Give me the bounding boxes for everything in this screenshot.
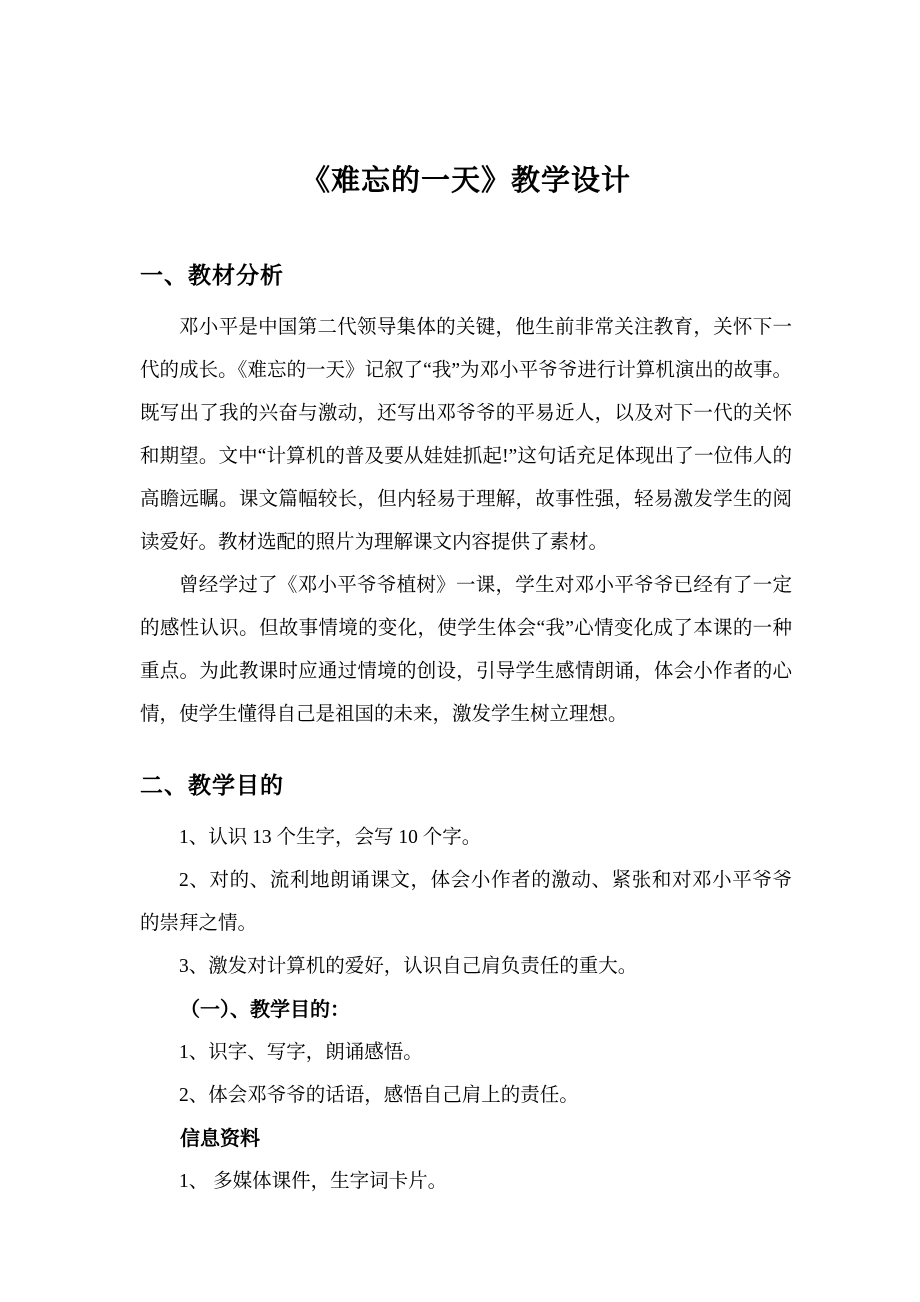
sub-item-3: 1、 多媒体课件，生字词卡片。 [179, 1171, 448, 1193]
goal-item-2: 2、对的、流利地朗诵课文，体会小作者的激动、紧张和对邓小平爷爷的崇拜之情。 [140, 870, 792, 935]
analysis-paragraph-1: 邓小平是中国第二代领导集体的关键，他生前非常关注教育，关怀下一代的成长。《难忘的一天》记叙了“我”为邓小平爷爷进行计算机演出的故事。既写出了我的兴奋与激动，还写出邓爷爷的平易近人，以及对下一代的关怀和期望。文中“计算机的普及要从娃娃抓起!”这句话充足体现出了一位伟人的高瞻远瞩。课文篇幅较长，但内轻易于理解，故事性强，轻易激发学生的阅读爱好。教材选配的照片为理解课文内容提供了素材。 [140, 316, 792, 553]
sub-item-1: 1、识字、写字，朗诵感悟。 [179, 1042, 423, 1064]
section-heading-teaching-goals: 二、教学目的 [140, 772, 284, 799]
sub-item-2: 2、体会邓爷爷的话语，感悟自己肩上的责任。 [179, 1085, 579, 1107]
analysis-paragraph-2: 曾经学过了《邓小平爷爷植树》一课，学生对邓小平爷爷已经有了一定的感性认识。但故事情境的变化，使学生体会“我”心情变化成了本课的一种重点。为此教课时应通过情境的创设，引导学生感情朗诵，体会小作者的心情，使学生懂得自己是祖国的未来，激发学生树立理想。 [140, 574, 792, 725]
document-title: 《难忘的一天》教学设计 [300, 163, 631, 197]
subheading-teaching-goals: （一）、教学目的： [180, 997, 350, 1022]
goal-item-3: 3、激发对计算机的爱好，认识自己肩负责任的重大。 [179, 956, 638, 978]
subheading-info-resources: 信息资料 [180, 1126, 260, 1151]
section-heading-material-analysis: 一、教材分析 [140, 262, 284, 289]
goal-item-1: 1、认识 13 个生字，会写 10 个字。 [179, 827, 482, 849]
